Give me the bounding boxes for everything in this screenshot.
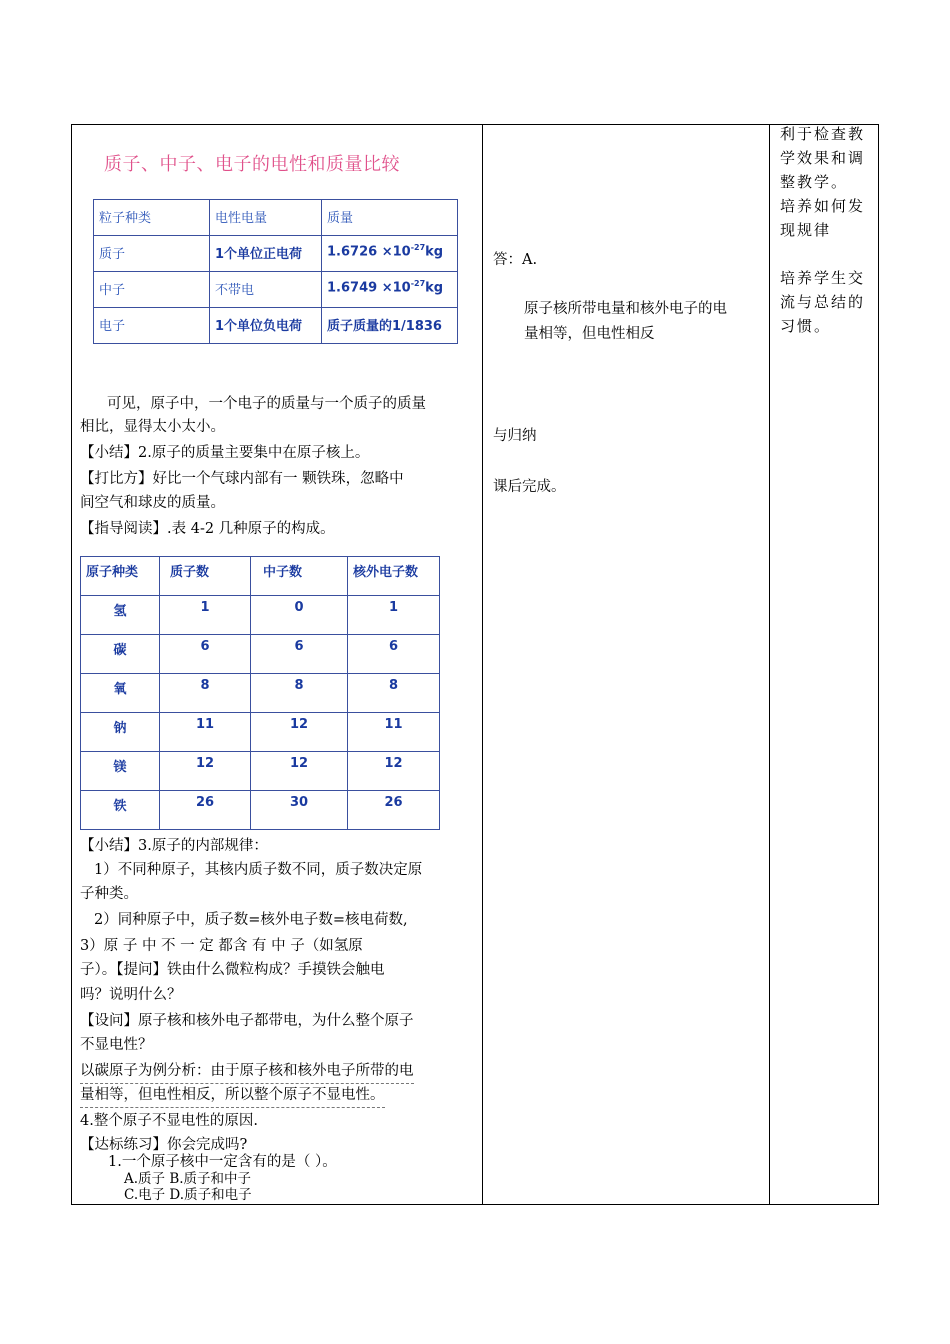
atom-table: [80, 556, 440, 830]
question-text: 1.一个原子核中一定含有的是（ ）。: [108, 1154, 337, 1170]
right-note-line: 现规律: [780, 221, 832, 239]
atom-value: 12: [251, 752, 348, 791]
summary-line: 以碳原子为例分析：由于原子核和核外电子所带的电: [80, 1060, 414, 1084]
right-note-line: 学效果和调: [780, 149, 866, 167]
atom-name: 碳: [81, 635, 160, 674]
summary-line: 【达标练习】你会完成吗?: [80, 1137, 248, 1153]
header-cell: 电性电量: [210, 200, 322, 236]
atom-value: 12: [251, 713, 348, 752]
summary-line: 子种类。: [80, 886, 138, 902]
atom-name: 钠: [81, 713, 160, 752]
summary-line: 3）原 子 中 不 一 定 都含 有 中 子（如氢原: [80, 938, 363, 954]
particle-table: [93, 199, 458, 344]
summary-line: 吗？说明什么？: [80, 987, 182, 1003]
paragraph-line: 间空气和球皮的质量。: [80, 495, 225, 511]
particle-charge: 不带电: [210, 272, 322, 308]
atom-value: 0: [251, 596, 348, 635]
header-cell: 中子数: [251, 557, 348, 596]
right-note-line: 习惯。: [780, 317, 832, 335]
summary-line: 不显电性？: [80, 1037, 153, 1053]
atom-value: 8: [348, 674, 440, 713]
atom-value: 12: [348, 752, 440, 791]
particle-charge: 1个单位正电荷: [210, 236, 322, 272]
atom-value: 6: [160, 635, 251, 674]
particle-mass: $1.6726 \times 10^{-27}kg$: [322, 236, 458, 272]
right-note-line: [780, 242, 865, 266]
right-note-line: 整教学。: [780, 173, 849, 191]
summary-line: 1）不同种原子，其核内质子数不同，质子数决定原: [94, 862, 423, 878]
paragraph-line: 【小结】2.原子的质量主要集中在原子核上。: [80, 445, 370, 461]
answer-text: 答：A.: [493, 252, 538, 268]
atom-value: 1: [160, 596, 251, 635]
atom-value: 30: [251, 791, 348, 830]
right-note: [780, 122, 865, 338]
atom-name: 氢: [81, 596, 160, 635]
atom-value: 11: [160, 713, 251, 752]
column-divider: [769, 125, 770, 1204]
header-cell: 核外电子数: [348, 557, 440, 596]
particle-name: 质子: [94, 236, 210, 272]
summary-line: 【小结】3.原子的内部规律：: [80, 838, 268, 854]
header-cell: 质子数: [160, 557, 251, 596]
summary-line: 子）。【提问】铁由什么微粒构成？手摸铁会触电: [80, 962, 385, 978]
paragraph-line: 相比，显得太小太小。: [80, 419, 225, 435]
particle-charge: 1个单位负电荷: [210, 308, 322, 344]
paragraph-line: 【打比方】好比一个气球内部有一 颗铁珠，忽略中: [80, 471, 404, 487]
atom-value: 8: [160, 674, 251, 713]
atom-name: 铁: [81, 791, 160, 830]
right-note-line: 培养学生交: [780, 269, 866, 287]
header-cell: 质量: [322, 200, 458, 236]
section-title: 质子、中子、电子的电性和质量比较: [104, 154, 400, 175]
question-option: C.电子 D.质子和电子: [124, 1187, 252, 1203]
particle-mass: $1.6749 \times 10^{-27}kg$: [322, 272, 458, 308]
summary-line: 2）同种原子中，质子数=核外电子数=核电荷数,: [94, 912, 408, 928]
atom-value: 6: [348, 635, 440, 674]
paragraph-line: 【指导阅读】.表 4-2 几种原子的构成。: [80, 521, 335, 537]
atom-value: 26: [348, 791, 440, 830]
right-note-line: 利于检查教: [780, 125, 866, 143]
column-divider: [482, 125, 483, 1204]
atom-value: 6: [251, 635, 348, 674]
atom-name: 镁: [81, 752, 160, 791]
atom-value: 26: [160, 791, 251, 830]
summary-line: 4.整个原子不显电性的原因.: [80, 1113, 258, 1129]
atom-value: 1: [348, 596, 440, 635]
right-note-line: 培养如何发: [780, 197, 866, 215]
particle-name: 中子: [94, 272, 210, 308]
particle-mass: 质子质量的1/1836: [322, 308, 458, 344]
atom-name: 氧: [81, 674, 160, 713]
question-option: A.质子 B.质子和中子: [124, 1171, 252, 1187]
homework-text: 课后完成。: [493, 479, 566, 495]
paragraph-line: 可见，原子中，一个电子的质量与一个质子的质量: [107, 396, 426, 412]
atom-value: 12: [160, 752, 251, 791]
note-line: 量相等，但电性相反: [524, 326, 655, 342]
summary-line: 【设问】原子核和核外电子都带电，为什么整个原子: [80, 1013, 414, 1029]
atom-value: 11: [348, 713, 440, 752]
header-cell: 粒子种类: [94, 200, 210, 236]
summary-line: 量相等，但电性相反，所以整个原子不显电性。: [80, 1084, 385, 1108]
note-line: 原子核所带电量和核外电子的电: [524, 301, 727, 317]
header-cell: 原子种类: [81, 557, 160, 596]
particle-name: 电子: [94, 308, 210, 344]
summarize-text: 与归纳: [493, 428, 537, 444]
right-note-line: 流与总结的: [780, 293, 866, 311]
atom-value: 8: [251, 674, 348, 713]
